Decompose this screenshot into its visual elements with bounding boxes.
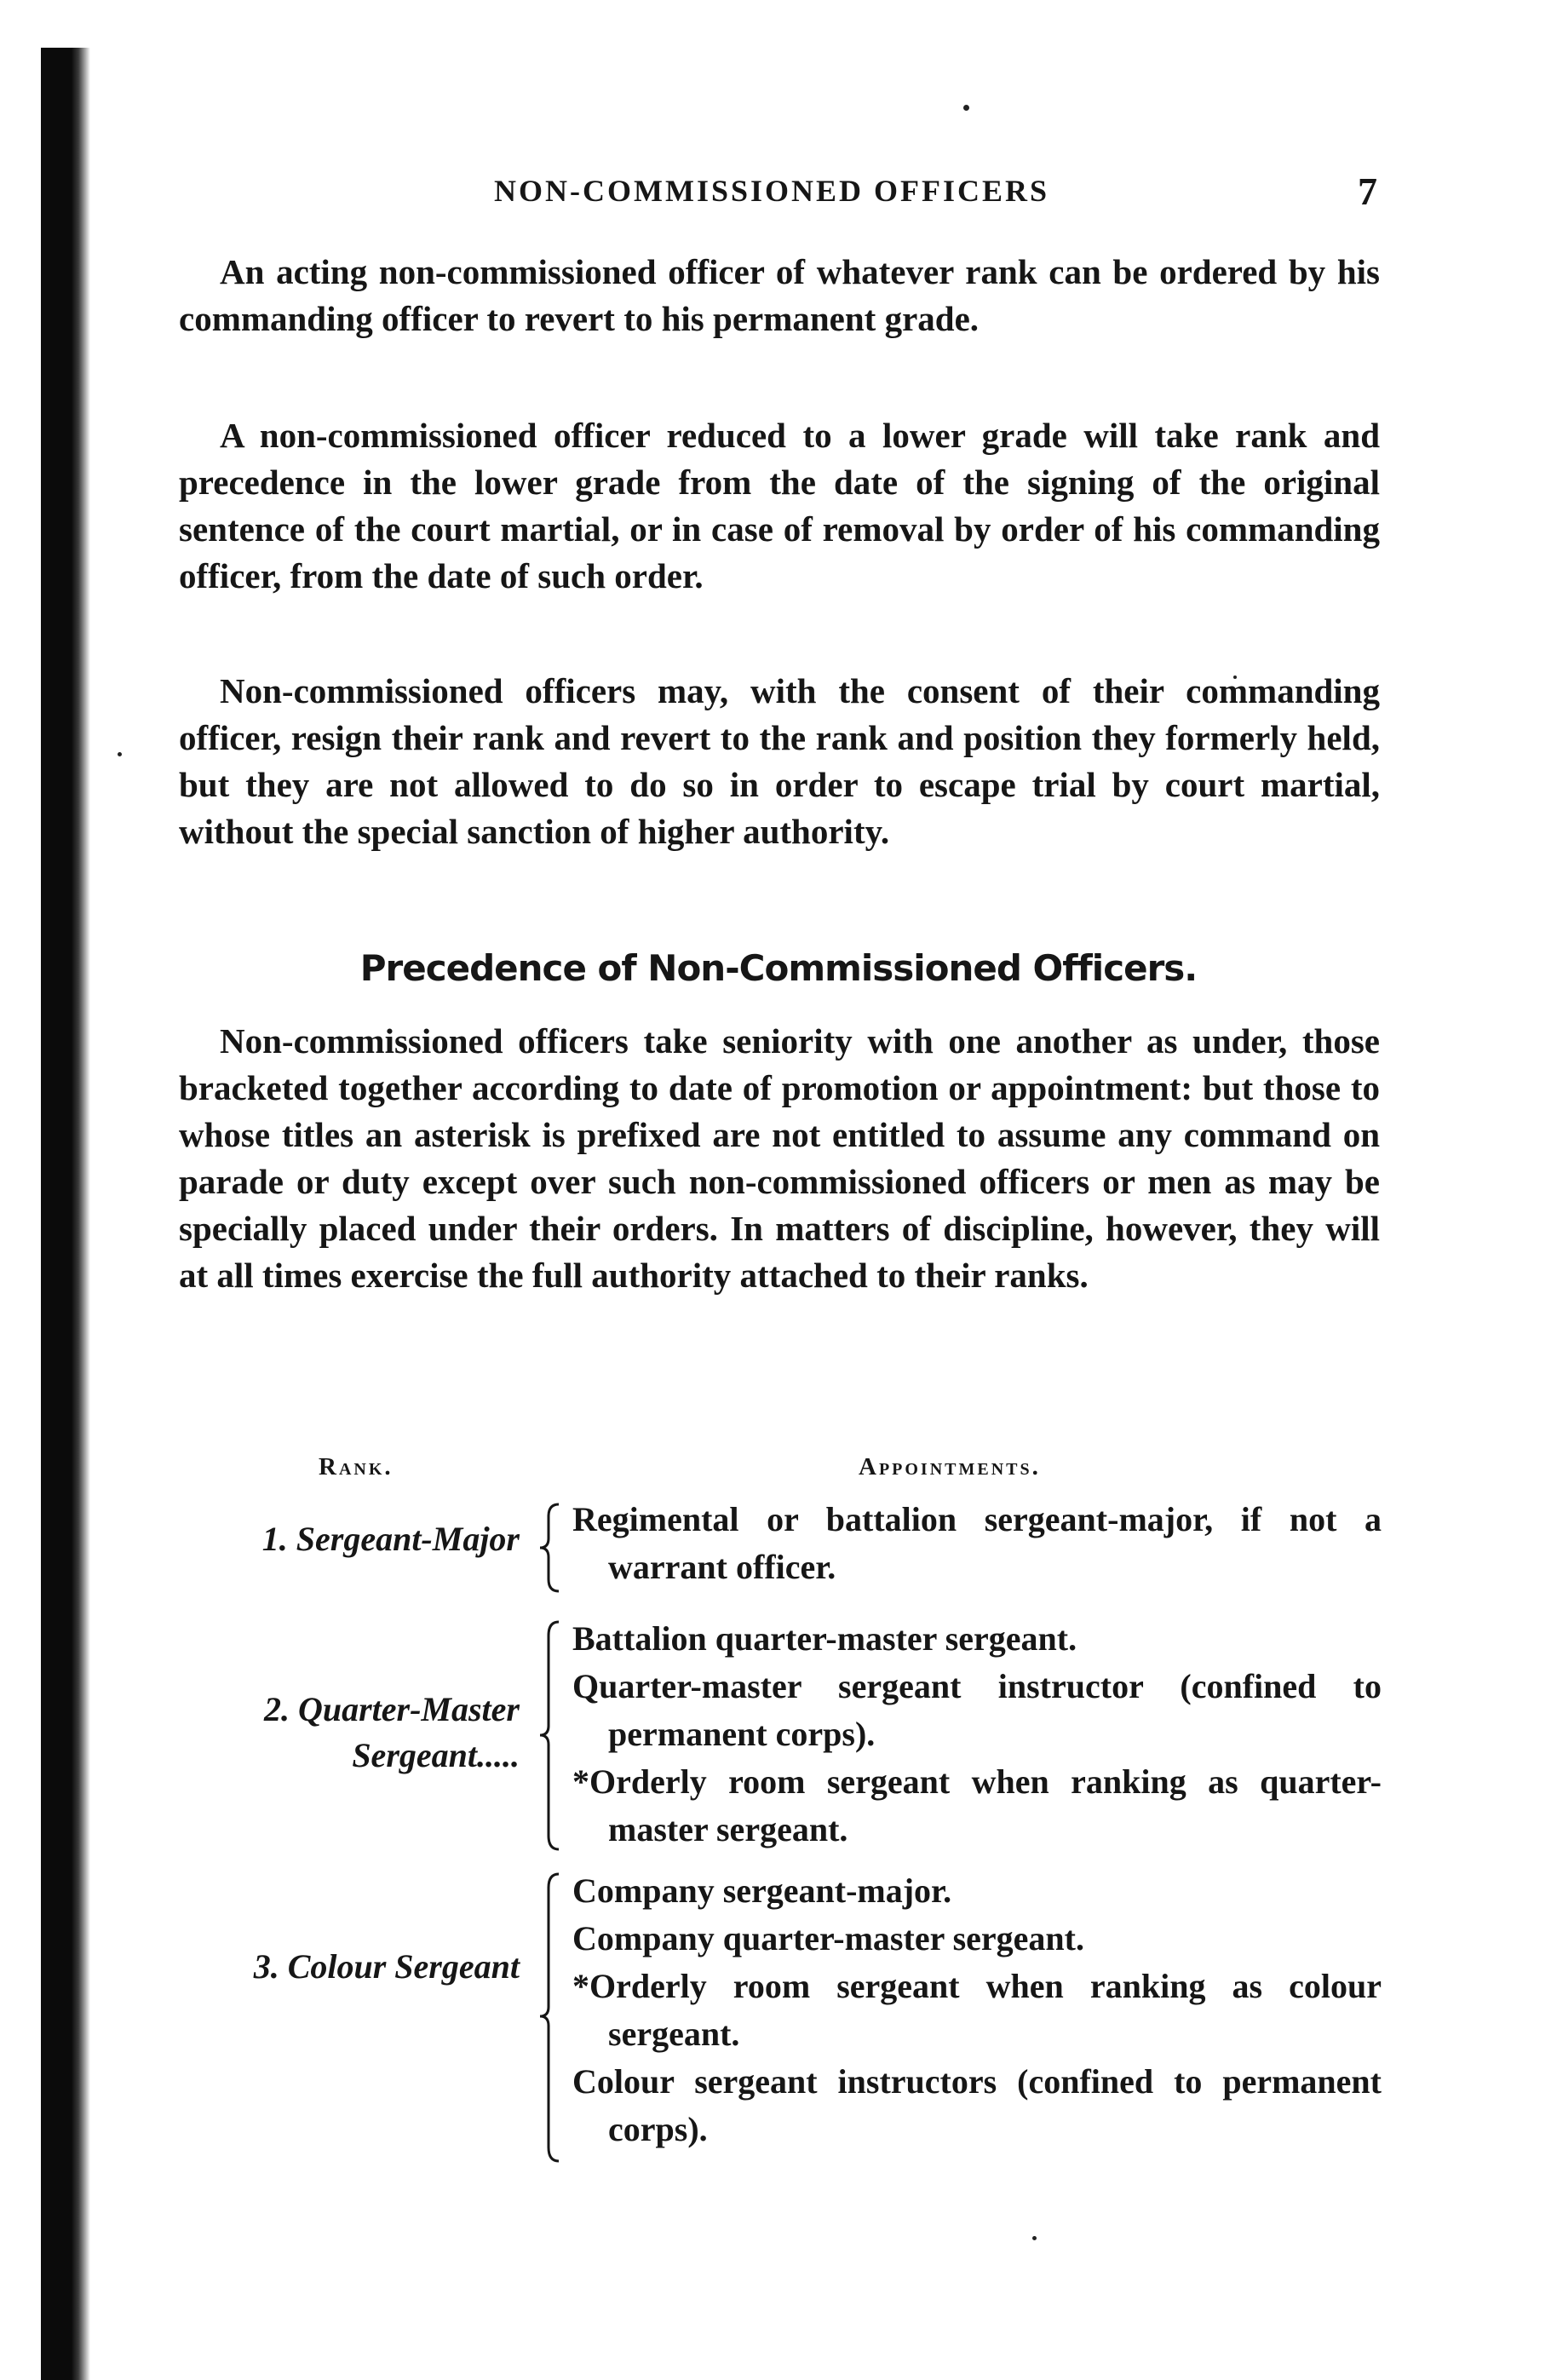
- appointment-item: Company sergeant-major.: [572, 1871, 952, 1910]
- appointments-list-quarter-master-sergeant: [572, 1615, 1382, 1854]
- appointment-item: Company quarter-master sergeant.: [572, 1919, 1084, 1957]
- appointments-list-colour-sergeant: [572, 1867, 1382, 2153]
- print-speck: [963, 105, 969, 111]
- rank-number: 1.: [261, 1520, 288, 1558]
- appointments-list-sergeant-major: [572, 1496, 1382, 1591]
- paragraph-reduced-grade: A non-commissioned officer reduced to a lower grade will take rank and precedence in the lower grade from the date of the signing of the original sentence of the court martial, or in case of removal by order of his commanding officer, from the date of such order.: [179, 416, 1380, 595]
- appointment-item: Battalion quarter-master sergeant.: [572, 1619, 1077, 1658]
- brace-bracket: [538, 1501, 562, 1595]
- rank-number: 3.: [253, 1947, 279, 1986]
- appointments-column-header: Appointments.: [859, 1453, 1041, 1480]
- brace-bracket: [538, 1871, 562, 2164]
- print-speck: [1032, 2236, 1037, 2240]
- rank-column-header: Rank.: [319, 1453, 394, 1480]
- paragraph-seniority: Non-commissioned officers take seniority with one another as under, those bracketed together according to date of promotion or appointment: but those to whose titles an asterisk is prefixed are not entitled to assume any command on parade or duty except over such non-commissioned officers or men as may be specially placed under their orders. In matters of discipline, however, they will at all times exercise the full authority attached to their ranks.: [179, 1021, 1380, 1295]
- appointment-item: Colour sergeant instructors (confined to permanent corps).: [572, 2062, 1382, 2148]
- rank-title: Sergeant-Major: [296, 1520, 520, 1558]
- rank-entry-sergeant-major: [128, 1516, 520, 1562]
- appointment-item: *Orderly room sergeant when ranking as quarter-master sergeant.: [572, 1762, 1382, 1848]
- page-number: 7: [1358, 170, 1377, 213]
- rank-title: Quarter-Master: [297, 1690, 520, 1728]
- brace-bracket: [538, 1618, 562, 1853]
- rank-entry-quarter-master-sergeant: [128, 1687, 520, 1779]
- appointment-item: Quarter-master sergeant instructor (confined to permanent corps).: [572, 1667, 1382, 1753]
- appointment-item: *Orderly room sergeant when ranking as colour sergeant.: [572, 1967, 1382, 2053]
- section-heading: Precedence of Non-Commissioned Officers.: [359, 947, 1198, 989]
- print-speck: [118, 752, 122, 756]
- binding-edge: [41, 48, 90, 2380]
- running-head: NON-COMMISSIONED OFFICERS: [494, 174, 1050, 208]
- rank-title: Colour Sergeant: [287, 1947, 520, 1986]
- appointment-item: Regimental or battalion sergeant-major, if not a warrant officer.: [572, 1500, 1382, 1586]
- rank-entry-colour-sergeant: [128, 1944, 520, 1990]
- rank-title-continued: Sergeant.....: [352, 1736, 520, 1774]
- rank-number: 2.: [263, 1690, 290, 1728]
- paragraph-acting-nco: An acting non-commissioned officer of whatever rank can be ordered by his commanding officer to revert to his permanent grade.: [179, 252, 1380, 338]
- paragraph-resign-rank: Non-commissioned officers may, with the consent of their commanding officer, resign their rank and revert to the rank and position they formerly held, but they are not allowed to do so in order to escape trial by court martial, without the special sanction of higher authority.: [179, 671, 1380, 851]
